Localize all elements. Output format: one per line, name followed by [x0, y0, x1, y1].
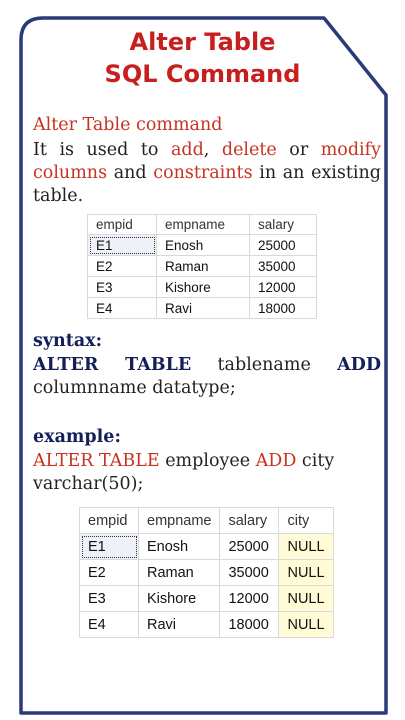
example-keyword: ALTER TABLE — [33, 451, 160, 471]
cell-salary: 18000 — [220, 612, 279, 638]
table-row — [80, 560, 334, 586]
cell-empid: E3 — [80, 586, 139, 612]
col-header-empname: empname — [139, 508, 220, 534]
cell-salary: 25000 — [250, 235, 317, 256]
cell-empid: E4 — [88, 298, 157, 319]
cell-salary: 35000 — [250, 256, 317, 277]
title-line-2: SQL Command — [104, 60, 301, 88]
syntax-keyword: ALTER TABLE — [33, 355, 192, 375]
example-text: employee — [159, 451, 256, 471]
cell-city: NULL — [279, 534, 333, 560]
employee-table-after — [79, 507, 334, 638]
table-header-row — [88, 215, 317, 235]
table-row — [88, 277, 317, 298]
example-code — [33, 450, 381, 496]
syntax-keyword: ADD — [337, 355, 382, 375]
table-row — [88, 256, 317, 277]
table-row — [88, 235, 317, 256]
kw-constraints: constraints — [153, 163, 253, 183]
kw-modify: modify — [320, 140, 381, 160]
syntax-code — [33, 354, 381, 400]
col-header-salary: salary — [220, 508, 279, 534]
cell-salary: 18000 — [250, 298, 317, 319]
kw-columns: columns — [33, 163, 108, 183]
table-row — [80, 612, 334, 638]
kw-add: add — [170, 140, 204, 160]
intro-paragraph — [33, 139, 381, 208]
cell-empname: Raman — [139, 560, 220, 586]
cell-empid: E2 — [80, 560, 139, 586]
example-keyword: ADD — [255, 451, 297, 471]
intro-text: in an existing table. — [33, 163, 381, 206]
intro-sep: , — [203, 140, 222, 160]
intro-text: It is used to — [33, 140, 171, 160]
col-header-empid: empid — [88, 215, 157, 235]
syntax-line-2: columnname datatype; — [33, 378, 236, 398]
syntax-text: tablename — [191, 355, 338, 375]
syntax-label: syntax: — [33, 331, 103, 351]
syntax-line-1 — [33, 354, 381, 377]
cell-salary: 25000 — [220, 534, 279, 560]
table-row — [80, 534, 334, 560]
cell-empid: E4 — [80, 612, 139, 638]
example-label: example: — [33, 427, 121, 447]
intro-sep: and — [107, 163, 154, 183]
cell-empname: Ravi — [157, 298, 250, 319]
cell-city: NULL — [279, 586, 333, 612]
cell-empname: Ravi — [139, 612, 220, 638]
table-row — [88, 298, 317, 319]
cell-empname: Kishore — [139, 586, 220, 612]
cell-empname: Enosh — [139, 534, 220, 560]
cell-empname: Raman — [157, 256, 250, 277]
table-header-row — [80, 508, 334, 534]
employee-table-before — [87, 214, 317, 319]
example-text: city varchar(50); — [33, 451, 335, 494]
intro-heading: Alter Table command — [33, 115, 223, 135]
col-header-salary: salary — [250, 215, 317, 235]
kw-delete: delete — [221, 140, 277, 160]
cell-city: NULL — [279, 560, 333, 586]
intro-sep: or — [276, 140, 321, 160]
page-title — [0, 26, 405, 90]
cell-salary: 12000 — [220, 586, 279, 612]
cell-city: NULL — [279, 612, 333, 638]
cell-empid: E1 — [88, 235, 157, 256]
cell-empname: Enosh — [157, 235, 250, 256]
table-row — [80, 586, 334, 612]
cell-salary: 35000 — [220, 560, 279, 586]
col-header-city: city — [279, 508, 333, 534]
cell-empname: Kishore — [157, 277, 250, 298]
col-header-empid: empid — [80, 508, 139, 534]
cell-salary: 12000 — [250, 277, 317, 298]
title-line-1: Alter Table — [129, 28, 276, 56]
cell-empid: E3 — [88, 277, 157, 298]
cell-empid: E2 — [88, 256, 157, 277]
cell-empid: E1 — [80, 534, 139, 560]
col-header-empname: empname — [157, 215, 250, 235]
